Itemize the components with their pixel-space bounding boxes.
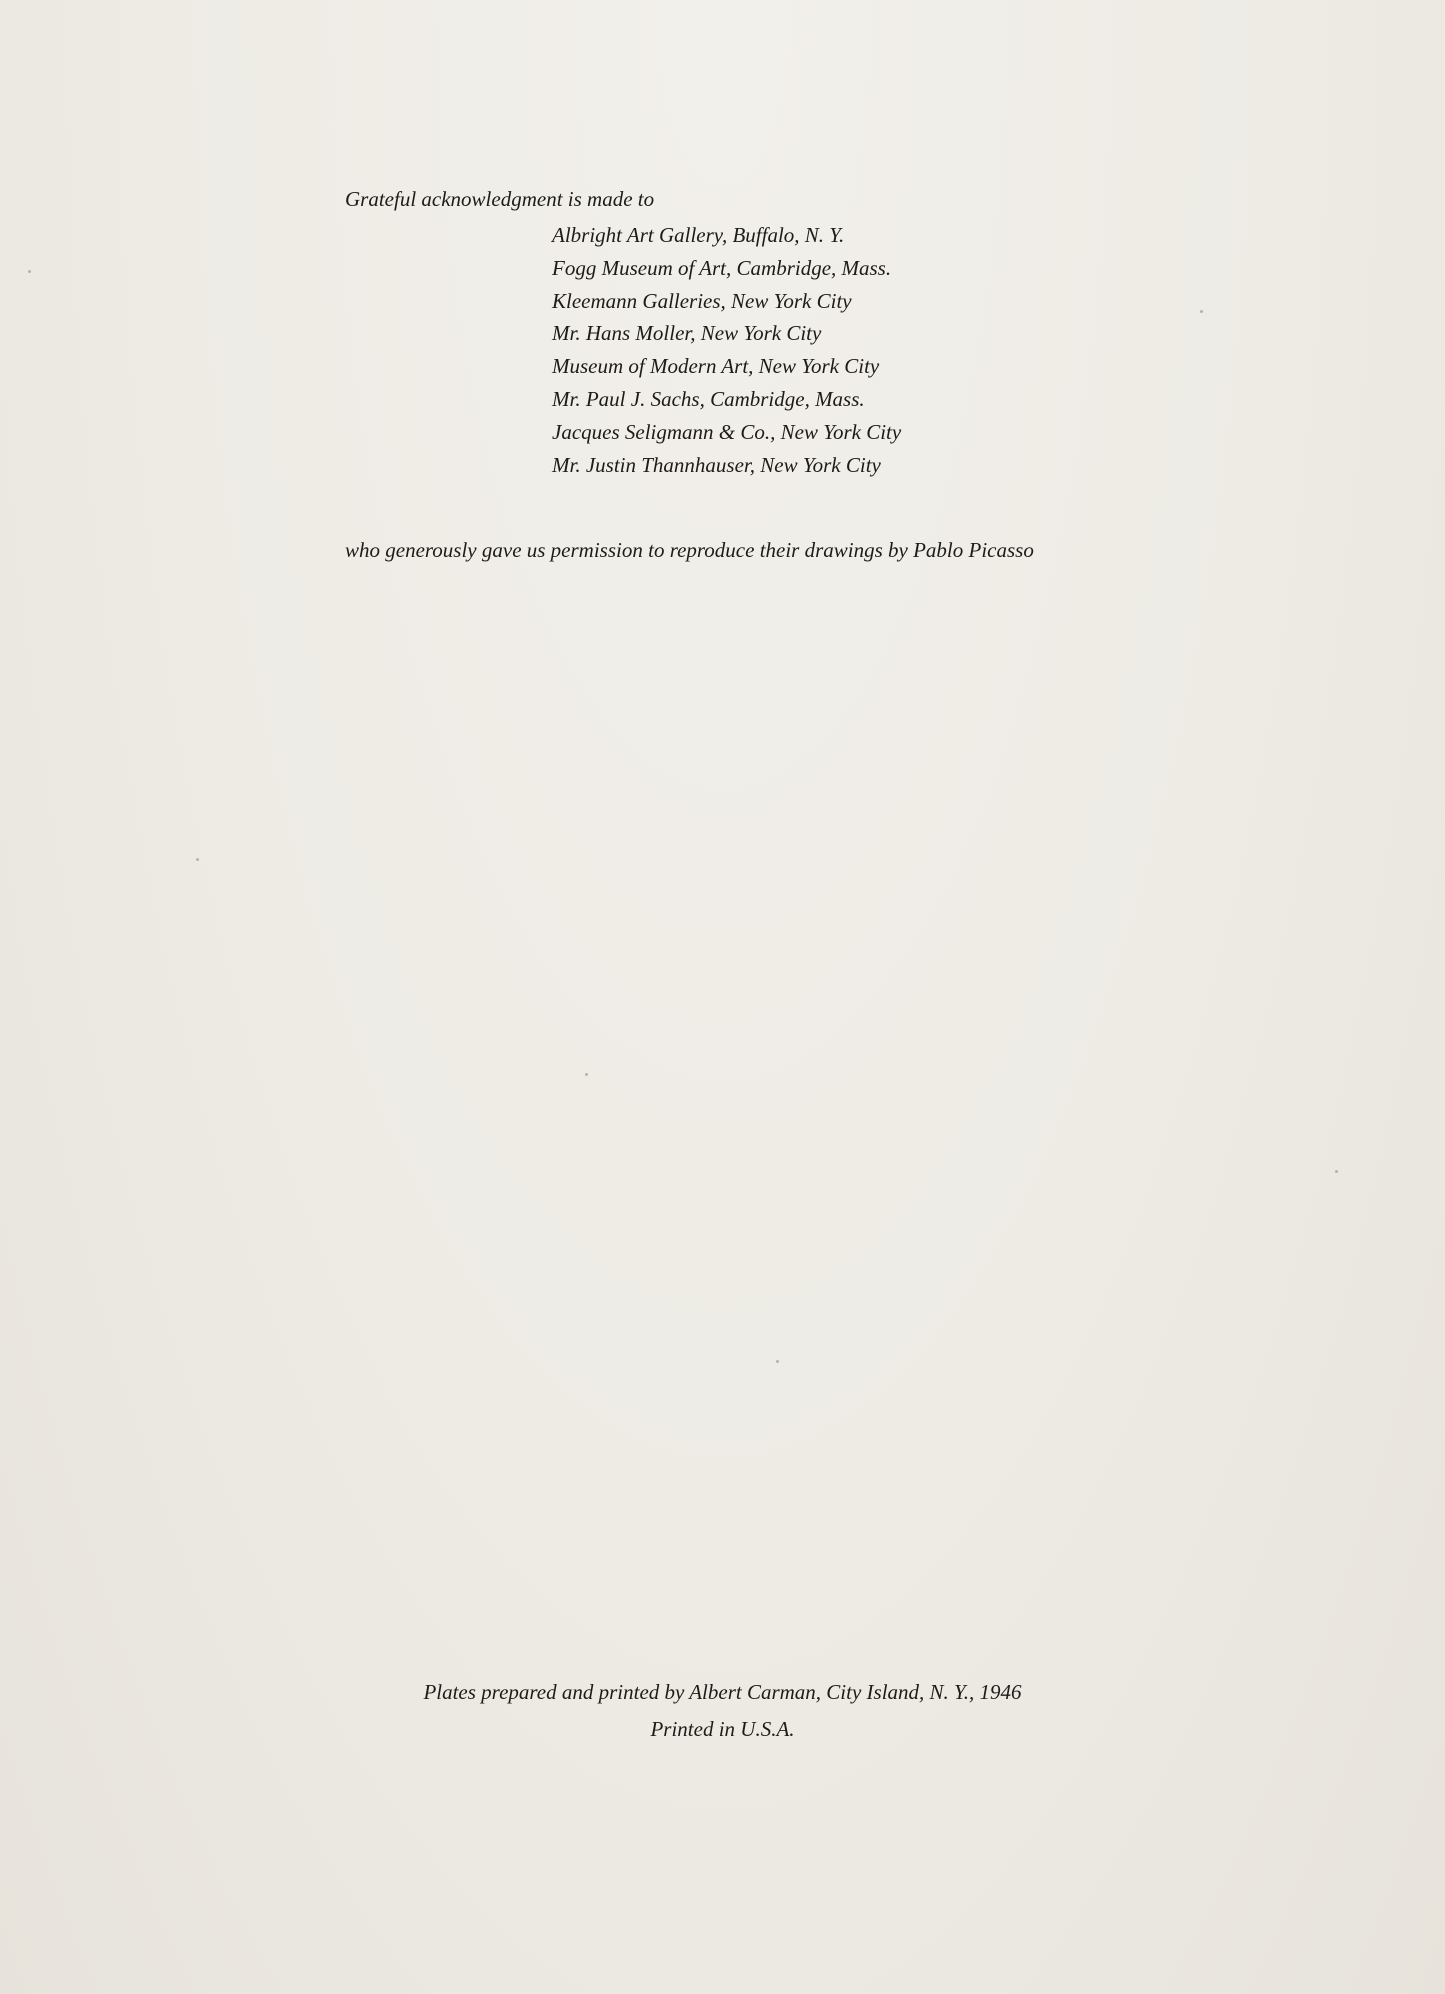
lender-item: Mr. Hans Moller, New York City (552, 321, 822, 346)
printer-line: Plates prepared and printed by Albert Carman, City Island, N. Y., 1946 (423, 1680, 1022, 1704)
lender-item: Fogg Museum of Art, Cambridge, Mass. (552, 255, 892, 280)
country-line: Printed in U.S.A. (650, 1717, 795, 1741)
paper-speck (776, 1360, 779, 1363)
lenders-list (552, 219, 901, 481)
lender-item: Kleemann Galleries, New York City (552, 288, 852, 313)
lender-item: Albright Art Gallery, Buffalo, N. Y. (552, 223, 845, 247)
paper-speck (585, 1073, 588, 1076)
lender-item: Mr. Paul J. Sachs, Cambridge, Mass. (552, 386, 865, 411)
paper-speck (28, 270, 31, 273)
lender-item: Jacques Seligmann & Co., New York City (552, 419, 902, 444)
acknowledgment-outro: who generously gave us permission to reproduce their drawings by Pablo Picasso (345, 538, 1034, 562)
lender-item: Mr. Justin Thannhauser, New York City (552, 452, 881, 477)
colophon (0, 1674, 1445, 1748)
lender-item: Museum of Modern Art, New York City (552, 354, 880, 379)
paper-speck (196, 858, 199, 861)
acknowledgment-intro: Grateful acknowledgment is made to (345, 187, 655, 211)
paper-speck (1335, 1170, 1338, 1173)
paper-speck (1200, 310, 1203, 313)
